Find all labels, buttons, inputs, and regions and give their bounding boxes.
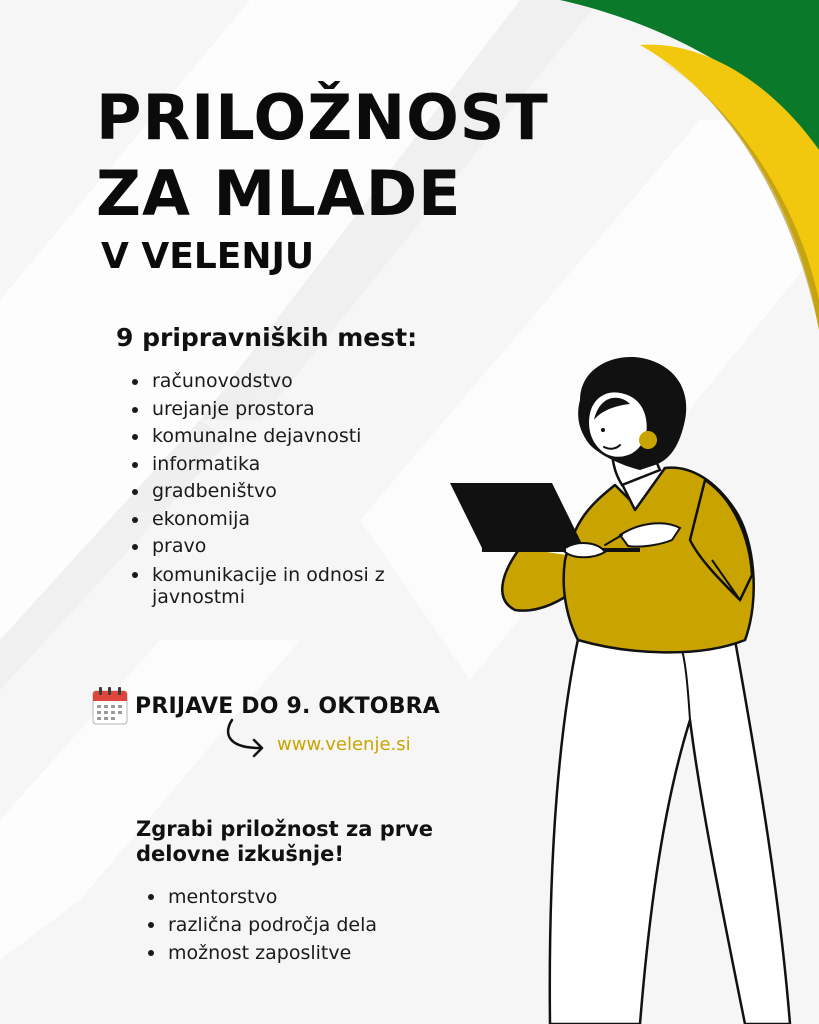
list-item: urejanje prostora: [130, 396, 430, 424]
list-item: pravo: [130, 533, 430, 561]
list-item: računovodstvo: [130, 368, 430, 396]
positions-list: [130, 368, 430, 608]
positions-heading: 9 pripravniških mest:: [116, 323, 418, 352]
main-title: [96, 80, 549, 232]
title-line-2: ZA MLADE: [96, 157, 462, 230]
curved-arrow-icon: [222, 718, 272, 762]
list-item: ekonomija: [130, 506, 430, 534]
woman-with-laptop-illustration: [440, 350, 819, 1024]
subtitle: V VELENJU: [101, 236, 315, 277]
calendar-icon: [92, 687, 128, 725]
deadline-text: PRIJAVE DO 9. OKTOBRA: [135, 693, 441, 719]
list-item: različna področja dela: [146, 911, 377, 939]
list-item: mentorstvo: [146, 883, 377, 911]
list-item: možnost zaposlitve: [146, 939, 377, 967]
list-item: komunikacije in odnosi z javnostmi: [130, 561, 430, 608]
benefits-list: [146, 883, 377, 967]
list-item: komunalne dejavnosti: [130, 423, 430, 451]
cta-heading: Zgrabi priložnost za prve delovne izkušnje!: [136, 817, 434, 866]
title-line-1: PRILOŽNOST: [96, 81, 549, 154]
website-link[interactable]: www.velenje.si: [277, 734, 411, 755]
list-item: gradbeništvo: [130, 478, 430, 506]
list-item: informatika: [130, 451, 430, 479]
